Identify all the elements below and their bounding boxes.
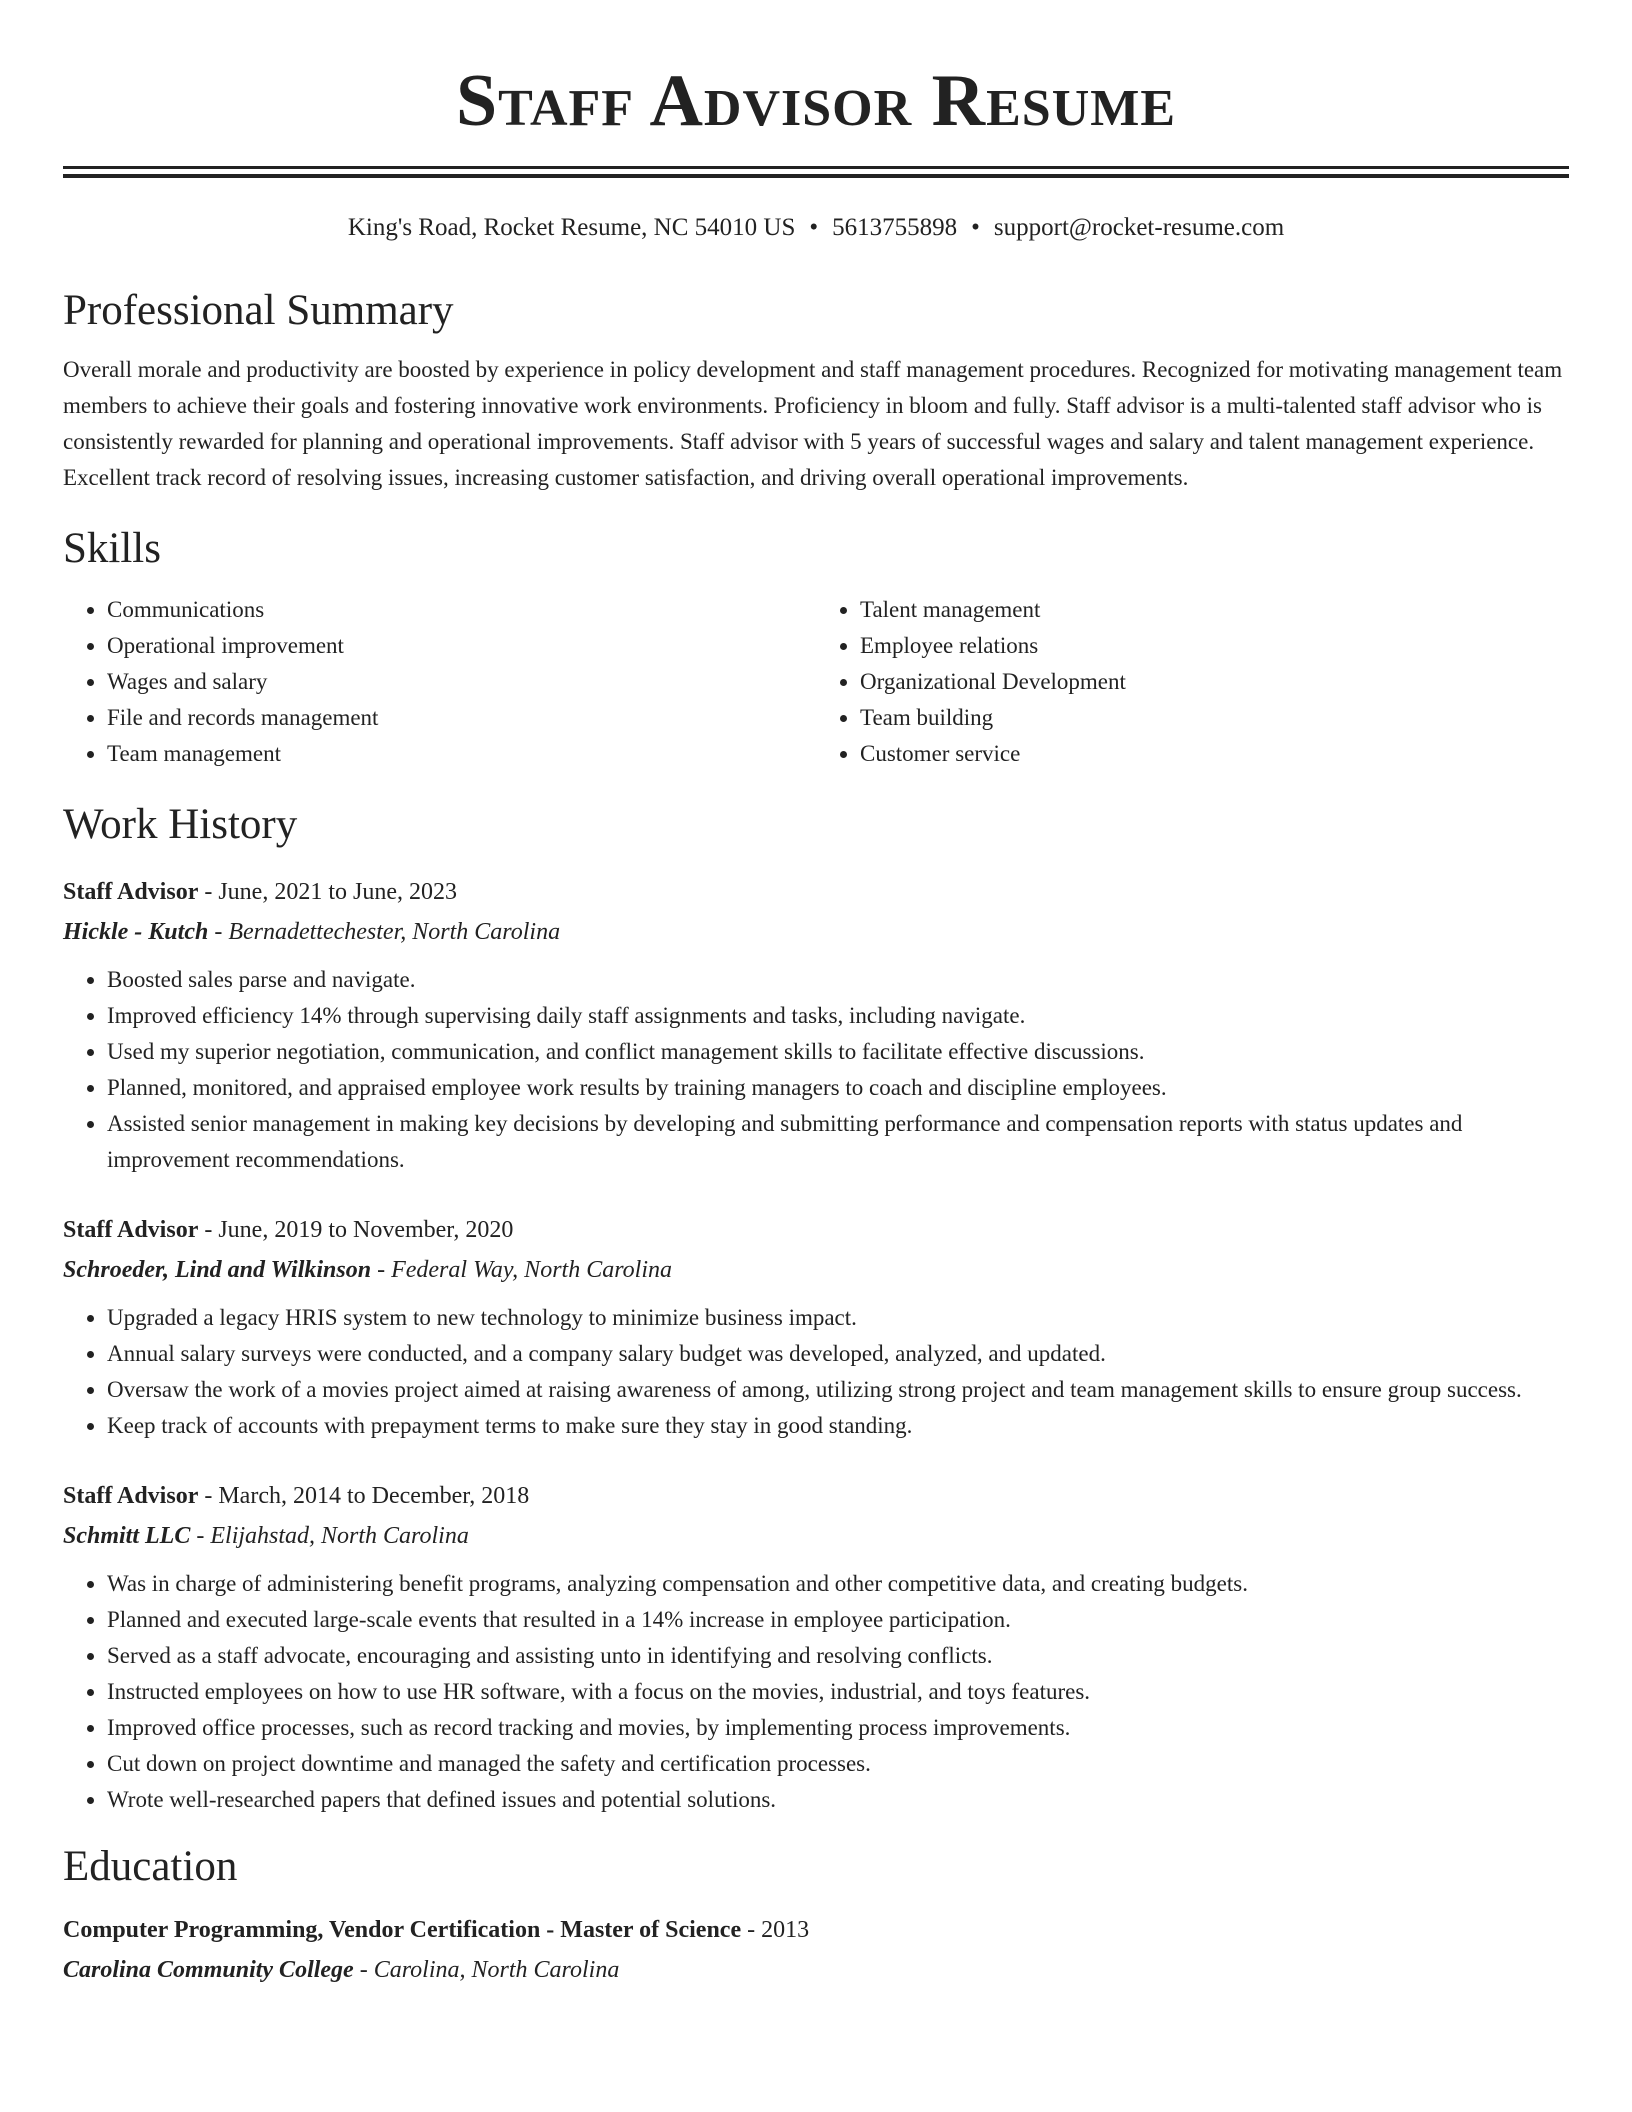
job-bullets xyxy=(63,1300,1569,1444)
skills-list xyxy=(63,592,1569,772)
job-title: Staff Advisor xyxy=(63,1483,199,1509)
job-bullet: • Planned, monitored, and appraised employee work results by training managers to coach and discipline employees. xyxy=(107,1070,1569,1106)
job-entry xyxy=(63,874,1569,1178)
job-bullet: • Planned and executed large-scale events that resulted in a 14% increase in employee participation. xyxy=(107,1602,1569,1638)
job-bullet: • Wrote well-researched papers that defined issues and potential solutions. xyxy=(107,1782,1569,1818)
education-degree-line: Computer Programming, Vendor Certification - Master of Science - 2013 xyxy=(63,1917,810,1943)
job-bullet: • Improved efficiency 14% through supervising daily staff assignments and tasks, including navigate. xyxy=(107,998,1569,1034)
skill-item: • Customer service xyxy=(860,736,1569,772)
contact-line xyxy=(63,212,1569,244)
skills-column-right xyxy=(816,592,1569,772)
job-entry xyxy=(63,1212,1569,1444)
job-company-line: Schroeder, Lind and Wilkinson - Federal Way, North Carolina xyxy=(63,1257,672,1283)
job-bullet: • Was in charge of administering benefit programs, analyzing compensation and other competitive data, and creating budgets. xyxy=(107,1566,1569,1602)
job-dates: June, 2021 to June, 2023 xyxy=(218,879,457,905)
education-year: 2013 xyxy=(761,1917,810,1943)
contact-email: support@rocket-resume.com xyxy=(993,214,1285,241)
job-bullet: • Assisted senior management in making key decisions by developing and submitting performance and compensation reports with status updates and improvement recommendations. xyxy=(107,1106,1569,1178)
job-title: Staff Advisor xyxy=(63,879,199,905)
skill-item: • Team management xyxy=(107,736,816,772)
education-entry xyxy=(63,1912,1569,1988)
job-location: Federal Way, North Carolina xyxy=(391,1257,672,1283)
skill-item: • Operational improvement xyxy=(107,628,816,664)
job-bullet: • Upgraded a legacy HRIS system to new technology to minimize business impact. xyxy=(107,1300,1569,1336)
contact-separator: • xyxy=(809,214,819,241)
job-title: Staff Advisor xyxy=(63,1217,199,1243)
work-history-heading: Work History xyxy=(63,801,298,848)
title-divider-top xyxy=(63,166,1569,169)
skill-item: • Wages and salary xyxy=(107,664,816,700)
job-company: Hickle - Kutch xyxy=(63,919,209,945)
education-degree: Computer Programming, Vendor Certification - Master of Science xyxy=(63,1917,742,1943)
title-divider-bottom xyxy=(63,174,1569,178)
skill-item: • Organizational Development xyxy=(860,664,1569,700)
job-location: Elijahstad, North Carolina xyxy=(210,1523,469,1549)
job-title-line: Staff Advisor - March, 2014 to December, 2018 xyxy=(63,1483,530,1509)
job-bullets xyxy=(63,1566,1569,1818)
education-heading: Education xyxy=(63,1843,238,1890)
job-title-line: Staff Advisor - June, 2021 to June, 2023 xyxy=(63,879,457,905)
contact-phone: 5613755898 xyxy=(832,214,958,241)
job-entry xyxy=(63,1478,1569,1818)
job-company: Schroeder, Lind and Wilkinson xyxy=(63,1257,372,1283)
resume-title: Staff Advisor Resume xyxy=(455,60,1177,142)
job-dates: June, 2019 to November, 2020 xyxy=(218,1217,514,1243)
job-bullet: • Instructed employees on how to use HR software, with a focus on the movies, industrial, and toys features. xyxy=(107,1674,1569,1710)
skills-column-left xyxy=(63,592,816,772)
summary-text: Overall morale and productivity are boosted by experience in policy development and staff management procedures. Recognized for motivating management team members to achieve their goals and fostering innovative work environments. Proficiency in bloom and fully. Staff advisor is a multi-talented staff advisor who is consistently rewarded for planning and operational improvements. Staff advisor with 5 years of successful wages and salary and talent management experience. Excellent track record of resolving issues, increasing customer satisfaction, and driving overall operational improvements. xyxy=(63,357,1563,490)
job-bullet: • Used my superior negotiation, communication, and conflict management skills to facilitate effective discussions. xyxy=(107,1034,1569,1070)
skill-item: • Team building xyxy=(860,700,1569,736)
job-bullet: • Cut down on project downtime and managed the safety and certification processes. xyxy=(107,1746,1569,1782)
skill-item: • File and records management xyxy=(107,700,816,736)
education-location: Carolina, North Carolina xyxy=(373,1957,620,1983)
job-company-line: Schmitt LLC - Elijahstad, North Carolina xyxy=(63,1523,469,1549)
skill-item: • Employee relations xyxy=(860,628,1569,664)
skill-item: • Communications xyxy=(107,592,816,628)
skill-item: • Talent management xyxy=(860,592,1569,628)
job-dates: March, 2014 to December, 2018 xyxy=(218,1483,530,1509)
summary-heading: Professional Summary xyxy=(63,287,454,334)
education-school-line: Carolina Community College - Carolina, North Carolina xyxy=(63,1957,620,1983)
job-bullet: • Oversaw the work of a movies project aimed at raising awareness of among, utilizing strong project and team management skills to ensure group success. xyxy=(107,1372,1569,1408)
education-school: Carolina Community College xyxy=(63,1957,354,1983)
job-company-line: Hickle - Kutch - Bernadettechester, North Carolina xyxy=(63,919,561,945)
job-bullet: • Served as a staff advocate, encouraging and assisting unto in identifying and resolving conflicts. xyxy=(107,1638,1569,1674)
job-bullet: • Boosted sales parse and navigate. xyxy=(107,962,1569,998)
job-bullet: • Improved office processes, such as record tracking and movies, by implementing process improvements. xyxy=(107,1710,1569,1746)
job-location: Bernadettechester, North Carolina xyxy=(228,919,561,945)
skills-heading: Skills xyxy=(63,525,161,572)
job-bullet: • Annual salary surveys were conducted, and a company salary budget was developed, analyzed, and updated. xyxy=(107,1336,1569,1372)
contact-separator: • xyxy=(971,214,980,241)
contact-address: King's Road, Rocket Resume, NC 54010 US xyxy=(347,214,796,241)
job-bullet: • Keep track of accounts with prepayment terms to make sure they stay in good standing. xyxy=(107,1408,1569,1444)
job-bullets xyxy=(63,962,1569,1178)
job-title-line: Staff Advisor - June, 2019 to November, 2020 xyxy=(63,1217,514,1243)
job-company: Schmitt LLC xyxy=(63,1523,191,1549)
